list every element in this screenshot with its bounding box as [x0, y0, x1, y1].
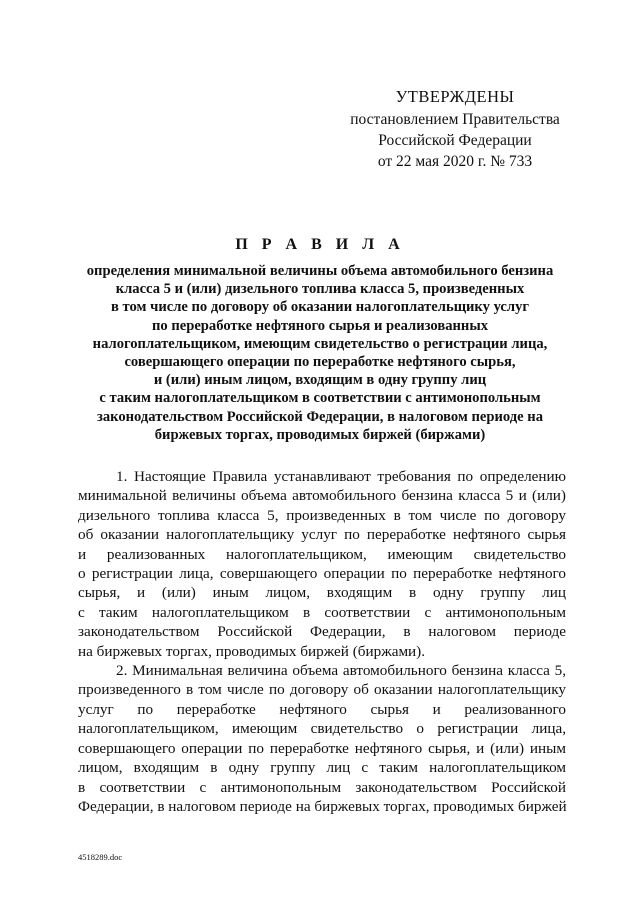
document-body: [78, 467, 566, 816]
paragraph-1-line: сырья, и (или) иным лицом, входящим в одну группу лиц: [78, 584, 566, 602]
paragraph-2-line: лицом, входящим в одну группу лиц с таким налогоплательщиком: [78, 759, 566, 777]
document-subtitle: [60, 262, 580, 444]
subtitle-line: совершающего операции по переработке нефтяного сырья,: [124, 354, 516, 371]
paragraph-2-line: услуг по переработке нефтяного сырья и реализованного: [78, 700, 566, 718]
subtitle-line: биржевых торгах, проводимых биржей (биржами): [154, 426, 486, 443]
subtitle-line: и (или) иным лицом, входящим в одну группу лиц: [153, 372, 487, 389]
subtitle-line: налогоплательщиком, имеющим свидетельство о регистрации лица,: [92, 335, 548, 352]
paragraph-2-line: 2. Минимальная величина объема автомобильного бензина класса 5,: [116, 662, 566, 680]
approval-line-3: от 22 мая 2020 г. № 733: [377, 153, 533, 170]
paragraph-2-line: налогоплательщиком, имеющим свидетельство о регистрации лица,: [78, 720, 566, 738]
subtitle-line: с таким налогоплательщиком в соответствии с антимонопольным: [99, 390, 541, 407]
paragraph-2-line: совершающего операции по переработке нефтяного сырья, и (или) иным: [78, 739, 566, 757]
approval-line-1: постановлением Правительства: [350, 111, 560, 128]
paragraph-1-line: с таким налогоплательщиком в соответствии с антимонопольным: [78, 603, 566, 621]
paragraph-1-line: дизельного топлива класса 5, произведенных в том числе по договору: [78, 506, 566, 524]
subtitle-line: законодательством Российской Федерации, в налоговом периоде на: [96, 408, 544, 425]
paragraph-1-line: об оказании налогоплательщику услуг по переработке нефтяного сырья: [78, 526, 566, 544]
paragraph-1-line: законодательством Российской Федерации, в налоговом периоде: [78, 623, 566, 641]
paragraph-1-line: 1. Настоящие Правила устанавливают требования по определению: [116, 468, 566, 485]
subtitle-line: класса 5 и (или) дизельного топлива класса 5, произведенных: [115, 281, 525, 298]
subtitle-line: определения минимальной величины объема автомобильного бензина: [86, 263, 554, 279]
paragraph-2-line: произведенного в том числе по договору об оказании налогоплательщику: [78, 681, 566, 699]
approval-stamp: [330, 86, 580, 172]
paragraph-1-line: минимальной величины объема автомобильного бензина класса 5 и (или): [78, 487, 566, 505]
approval-title: УТВЕРЖДЕНЫ: [395, 87, 515, 106]
paragraph-2-line: Федерации, в налоговом периоде на биржевых торгах, проводимых биржей: [78, 797, 567, 815]
paragraph-1-line: и реализованных налогоплательщиком, имеющим свидетельство: [78, 545, 566, 563]
footer-file-name: 4518289.doc: [78, 852, 123, 862]
document-title: П Р А В И Л А: [235, 236, 405, 253]
subtitle-line: в том числе по договору об оказании налогоплательщику услуг: [110, 299, 530, 316]
paragraph-2-line: в соответствии с антимонопольным законодательством Российской: [78, 778, 566, 796]
paragraph-1-line: на биржевых торгах, проводимых биржей (биржами).: [78, 642, 426, 660]
paragraph-1-line: о регистрации лица, совершающего операции по переработке нефтяного: [78, 565, 566, 583]
subtitle-line: по переработке нефтяного сырья и реализованных: [151, 317, 489, 334]
approval-line-2: Российской Федерации: [378, 132, 532, 149]
